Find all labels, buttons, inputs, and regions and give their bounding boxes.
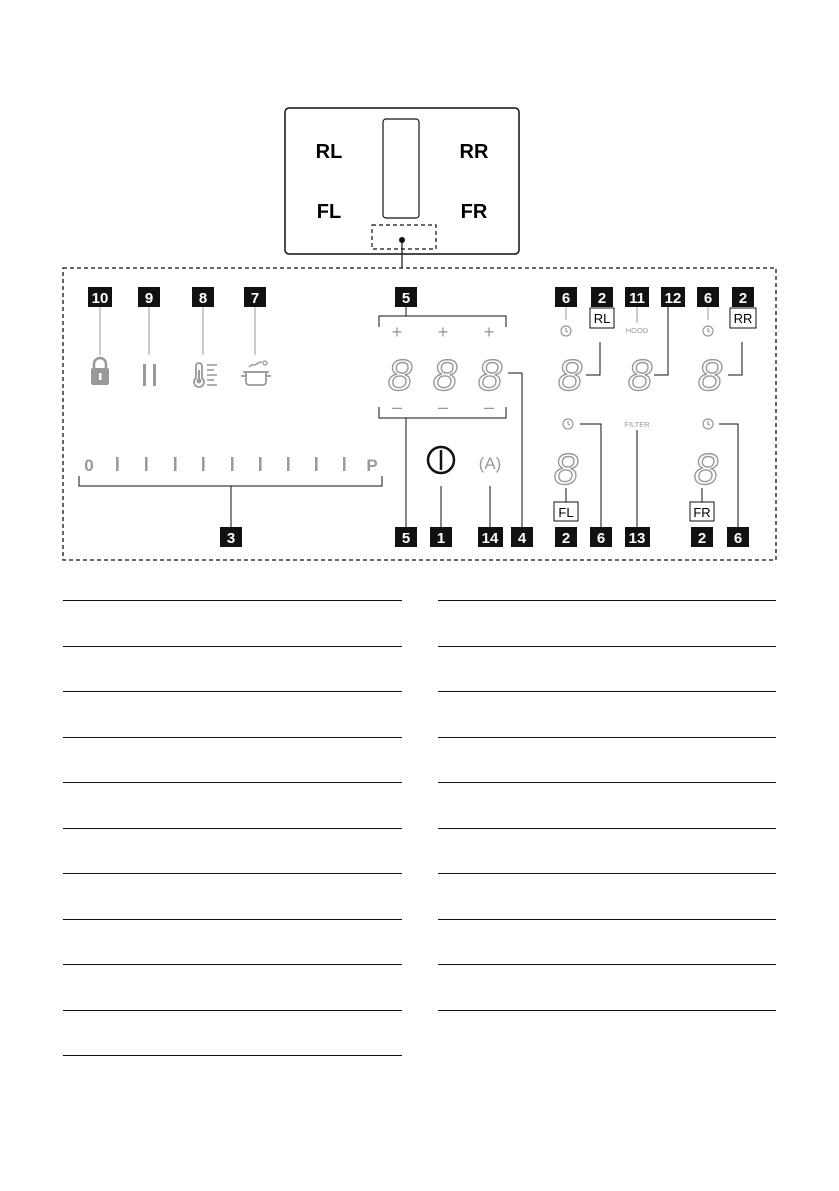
zone-tag-rl	[590, 308, 614, 328]
power-icon[interactable]	[428, 447, 454, 473]
legend-rule	[438, 646, 776, 647]
svg-text:2: 2	[597, 290, 607, 307]
minus-button-3[interactable]: –	[483, 397, 495, 417]
timer-digit-2: 8	[432, 351, 458, 400]
clock-icon-rl[interactable]	[561, 326, 571, 336]
legend-rule	[438, 691, 776, 692]
plus-button-1[interactable]: +	[391, 322, 403, 342]
callout-3	[220, 527, 242, 547]
minus-button-1[interactable]: –	[391, 397, 403, 417]
svg-text:6: 6	[703, 290, 713, 307]
flex-zone-outline	[383, 119, 419, 218]
svg-text:9: 9	[144, 290, 154, 307]
zone-digit-rr: 8	[697, 351, 723, 400]
svg-text:10: 10	[91, 290, 109, 307]
svg-text:14: 14	[481, 530, 499, 547]
callout-2-rr	[732, 287, 754, 307]
svg-text:2: 2	[697, 530, 707, 547]
svg-text:13: 13	[628, 530, 646, 547]
callout-14	[478, 527, 503, 547]
svg-text:6: 6	[561, 290, 571, 307]
pot-icon[interactable]	[241, 361, 271, 385]
svg-text:7: 7	[250, 290, 260, 307]
legend-rule	[63, 873, 402, 874]
thermometer-icon[interactable]	[194, 363, 217, 387]
legend-rule	[438, 600, 776, 601]
legend-rule	[63, 737, 402, 738]
hob-top-view	[285, 108, 519, 268]
control-panel	[63, 268, 776, 560]
clock-icon-rr[interactable]	[703, 326, 713, 336]
legend-rule	[63, 964, 402, 965]
callout-6-rl	[555, 287, 577, 307]
callout-1	[430, 527, 452, 547]
callout-5-bottom	[395, 527, 417, 547]
zone-label-fr: FR	[460, 201, 488, 223]
clock-icon-fl[interactable]	[563, 419, 573, 429]
zone-label-rl: RL	[315, 141, 343, 163]
plus-buttons	[392, 322, 495, 342]
slider-ticks	[116, 457, 346, 471]
zone-tag-rr	[730, 308, 756, 328]
callout-4	[511, 527, 533, 547]
legend-rule	[438, 828, 776, 829]
power-slider[interactable]	[84, 456, 377, 475]
hood-label: HOOD	[625, 326, 649, 335]
legend-rule	[63, 1055, 402, 1056]
zone-label-fl: FL	[316, 201, 342, 223]
callout-5-top	[395, 287, 417, 307]
lock-icon[interactable]	[91, 358, 109, 385]
legend-rule	[438, 919, 776, 920]
filter-label: FILTER	[624, 420, 650, 429]
legend-rule	[63, 782, 402, 783]
zone-label-rr: RR	[459, 141, 489, 163]
legend-rule	[438, 1010, 776, 1011]
legend-rule	[63, 691, 402, 692]
timer-digit-3: 8	[477, 351, 503, 400]
svg-text:8: 8	[198, 290, 208, 307]
callout-7	[244, 287, 266, 307]
callout-2-fr	[691, 527, 713, 547]
svg-text:5: 5	[401, 290, 411, 307]
svg-text:2: 2	[561, 530, 571, 547]
legend-rule	[63, 919, 402, 920]
svg-text:1: 1	[436, 530, 446, 547]
legend-rule	[63, 600, 402, 601]
slider-end-label: P	[366, 456, 378, 475]
svg-text:2: 2	[738, 290, 748, 307]
callout-11	[625, 287, 649, 307]
svg-text:6: 6	[596, 530, 606, 547]
callout-6-fl	[590, 527, 612, 547]
callout-13	[625, 527, 650, 547]
svg-text:RL: RL	[593, 311, 611, 326]
zone-tag-fl	[554, 502, 578, 521]
slider-start-label: 0	[84, 456, 94, 475]
callout-9	[138, 287, 160, 307]
dark-leader-lines	[79, 307, 742, 527]
svg-text:FR: FR	[693, 505, 711, 520]
zone-digit-rl: 8	[557, 351, 583, 400]
legend-rule	[63, 646, 402, 647]
minus-button-2[interactable]: –	[437, 397, 449, 417]
svg-text:3: 3	[226, 530, 236, 547]
legend-rule	[63, 1010, 402, 1011]
svg-text:FL: FL	[558, 505, 574, 520]
callout-6-rr	[697, 287, 719, 307]
top-leader-lines	[100, 307, 708, 355]
panel-outline	[63, 268, 776, 560]
svg-text:11: 11	[629, 290, 645, 307]
callout-2-fl	[555, 527, 577, 547]
legend-rule	[438, 782, 776, 783]
svg-text:6: 6	[733, 530, 743, 547]
zone-digit-fl: 8	[553, 445, 579, 494]
callout-2-rl	[591, 287, 613, 307]
auto-mode-button[interactable]: (A)	[478, 454, 502, 473]
legend-rule	[438, 964, 776, 965]
svg-text:5: 5	[401, 530, 411, 547]
zone-digit-fr: 8	[693, 445, 719, 494]
callout-12	[661, 287, 685, 307]
hood-digit: 8	[627, 351, 653, 400]
callout-10	[88, 287, 112, 307]
svg-text:4: 4	[517, 530, 527, 547]
svg-text:12: 12	[664, 290, 682, 307]
legend-rule	[63, 828, 402, 829]
clock-icon-fr[interactable]	[703, 419, 713, 429]
zone-tag-fr	[690, 502, 714, 521]
pause-icon[interactable]	[143, 364, 156, 386]
callout-6-fr	[727, 527, 749, 547]
callout-8	[192, 287, 214, 307]
minus-buttons	[392, 397, 494, 417]
plus-button-3[interactable]: +	[483, 322, 495, 342]
legend-rule	[438, 737, 776, 738]
plus-button-2[interactable]: +	[437, 322, 449, 342]
svg-text:RR: RR	[733, 311, 753, 326]
legend-rule	[438, 873, 776, 874]
timer-digit-1: 8	[387, 351, 413, 400]
